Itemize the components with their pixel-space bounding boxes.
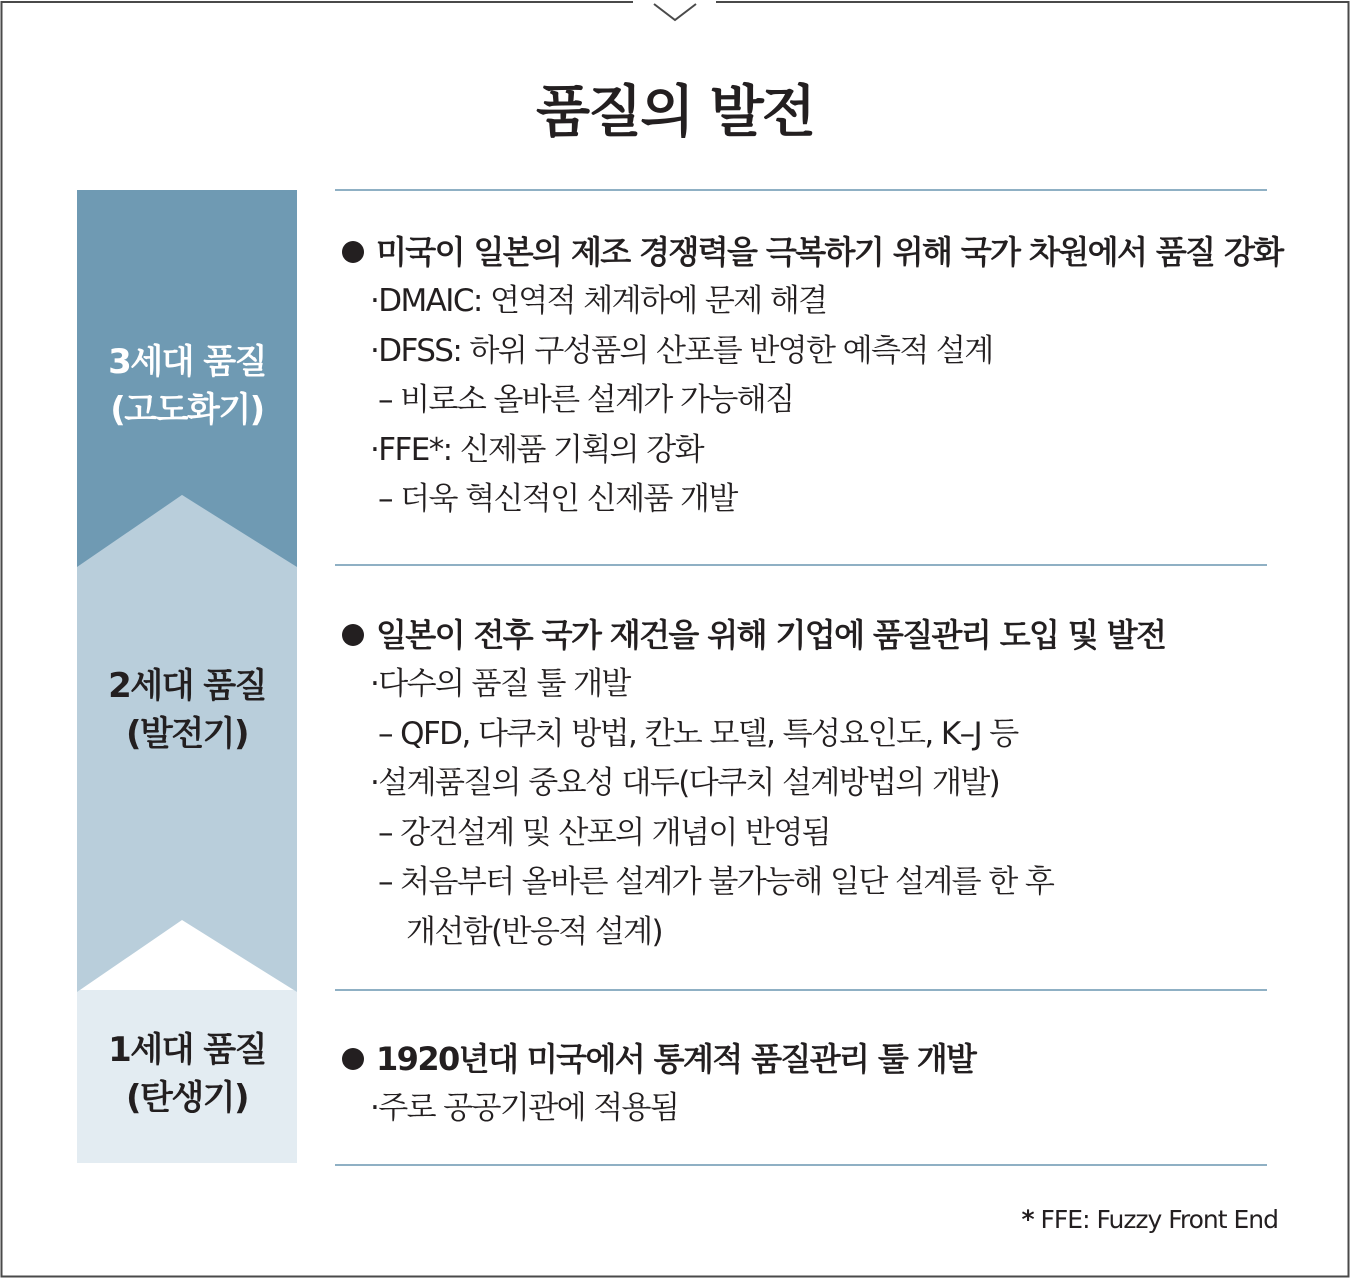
bullet-icon	[342, 241, 364, 263]
bullet-icon	[342, 1048, 364, 1070]
stage3-heading-text: 미국이 일본의 제조 경쟁력을 극복하기 위해 국가 차원에서 품질 강화	[376, 233, 1283, 271]
chevron-down-icon	[654, 4, 696, 20]
bullet-icon	[342, 624, 364, 646]
page-title: 품질의 발전	[536, 80, 814, 145]
stage1-heading-text: 1920년대 미국에서 통계적 품질관리 툴 개발	[376, 1040, 976, 1078]
stage2-item: ·다수의 품질 툴 개발	[370, 666, 630, 702]
stage1-item: ·주로 공공기관에 적용됨	[370, 1090, 679, 1126]
footnote	[1022, 1205, 1279, 1234]
footnote-text: FFE: Fuzzy Front End	[1040, 1205, 1278, 1234]
stage3-subitem: – 비로소 올바른 설계가 가능해짐	[378, 382, 794, 418]
stage2-subitem: – 강건설계 및 산포의 개념이 반영됨	[378, 814, 831, 851]
stage1-label	[77, 1026, 297, 1122]
stage1-label-name: 1세대 품질	[108, 1030, 266, 1070]
stage3-heading	[340, 227, 1300, 277]
stage3-item: ·DMAIC: 연역적 체계하에 문제 해결	[370, 283, 827, 319]
stage2-label-name: 2세대 품질	[108, 666, 266, 706]
stage2-subitem-continued: 개선함(반응적 설계)	[406, 913, 663, 950]
stage2-heading	[340, 610, 1300, 660]
stage3-item: ·DFSS: 하위 구성품의 산포를 반영한 예측적 설계	[370, 332, 993, 369]
stage2-subitem: – QFD, 다쿠치 방법, 칸노 모델, 특성요인도, K–J 등	[378, 715, 1018, 752]
stage3-subitem: – 더욱 혁신적인 신제품 개발	[378, 481, 737, 517]
stage1-heading	[340, 1034, 1300, 1084]
stage3-content	[340, 227, 1300, 525]
stage1-content	[340, 1034, 1300, 1134]
stage2-item: ·설계품질의 중요성 대두(다쿠치 설계방법의 개발)	[370, 765, 1000, 801]
stage3-label-period: (고도화기)	[110, 390, 264, 430]
stage2-subitem: – 처음부터 올바른 설계가 불가능해 일단 설계를 한 후	[378, 864, 1054, 900]
stage2-content	[340, 610, 1300, 957]
stage1-label-period: (탄생기)	[125, 1078, 249, 1118]
stage2-heading-text: 일본이 전후 국가 재건을 위해 기업에 품질관리 도입 및 발전	[376, 616, 1166, 654]
stage2-label	[77, 662, 297, 758]
stage3-label	[77, 338, 297, 434]
stage3-label-name: 3세대 품질	[108, 342, 266, 382]
stage3-item: ·FFE*: 신제품 기획의 강화	[370, 431, 703, 468]
footnote-star: *	[1021, 1205, 1034, 1234]
stage2-label-period: (발전기)	[125, 714, 249, 754]
